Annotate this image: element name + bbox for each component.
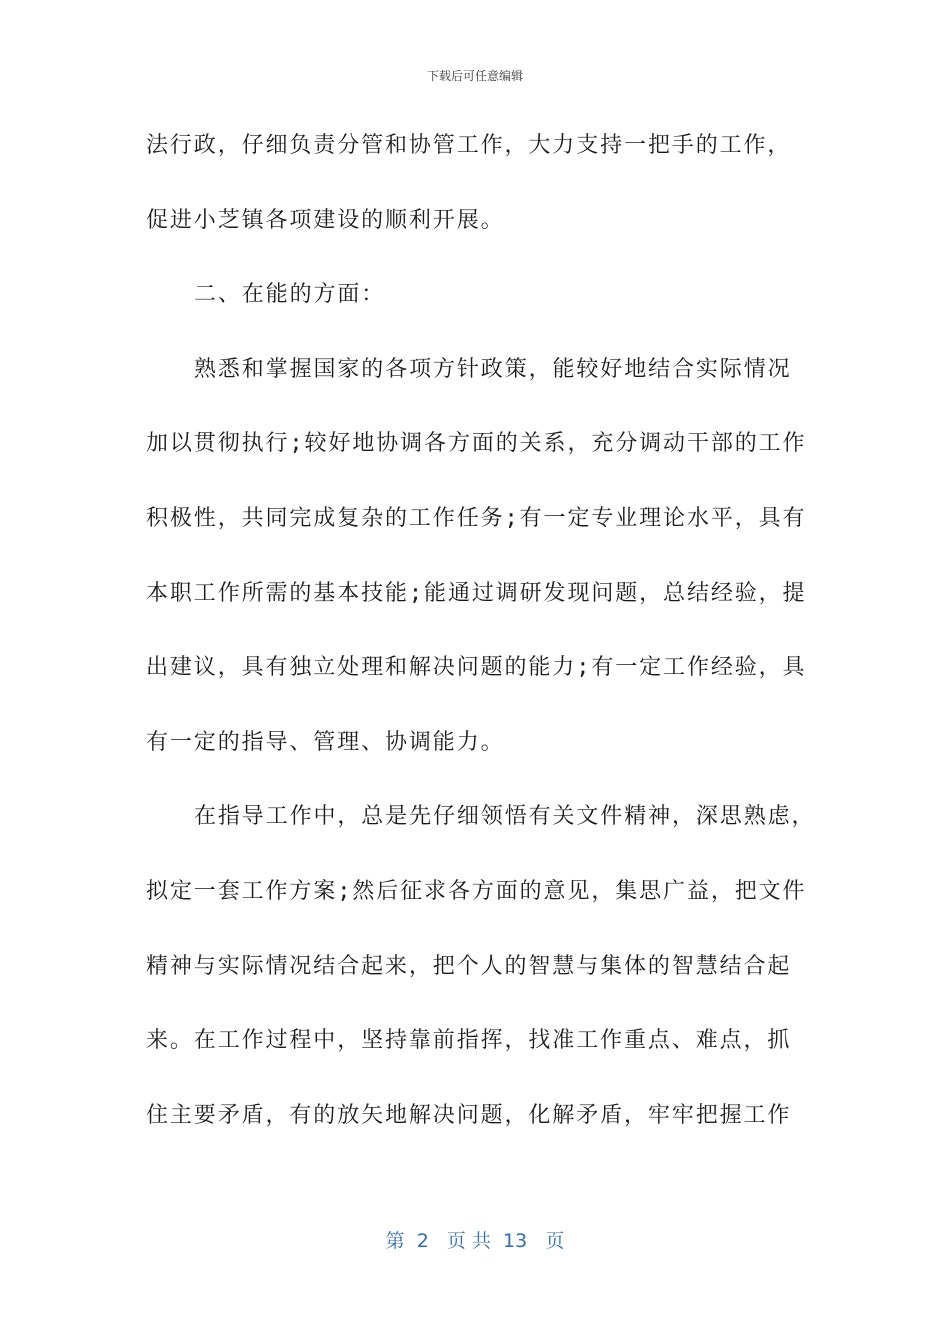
text-line: 住主要矛盾，有的放矢地解决问题，化解矛盾，牢牢把握工作 — [146, 1102, 792, 1128]
page-header: 下载后可任意编辑 — [426, 69, 523, 83]
text-line: 本职工作所需的基本技能;能通过调研发现问题，总结经验，提 — [146, 580, 807, 606]
text-line: 拟定一套工作方案;然后征求各方面的意见，集思广益，把文件 — [146, 878, 807, 904]
text-line: 促进小芝镇各项建设的顺利开展。 — [146, 207, 505, 233]
page-number: 第 2 页 共 13 页 — [385, 1230, 565, 1252]
text-line: 来。在工作过程中，坚持靠前指挥，找准工作重点、难点，抓 — [146, 1028, 792, 1054]
text-line: 加以贯彻执行;较好地协调各方面的关系，充分调动干部的工作 — [146, 431, 807, 457]
text-line: 在指导工作中，总是先仔细领悟有关文件精神，深思熟虑， — [194, 804, 816, 830]
text-line: 精神与实际情况结合起来，把个人的智慧与集体的智慧结合起 — [146, 953, 792, 979]
text-line: 熟悉和掌握国家的各项方针政策，能较好地结合实际情况 — [194, 356, 792, 382]
section-heading: 二、在能的方面： — [194, 282, 386, 308]
text-line: 出建议，具有独立处理和解决问题的能力;有一定工作经验，具 — [146, 655, 807, 681]
text-line: 积极性，共同完成复杂的工作任务;有一定专业理论水平，具有 — [146, 505, 807, 531]
text-line: 法行政，仔细负责分管和协管工作，大力支持一把手的工作， — [146, 133, 792, 158]
document-body — [146, 126, 816, 1170]
text-line: 有一定的指导、管理、协调能力。 — [146, 729, 505, 755]
